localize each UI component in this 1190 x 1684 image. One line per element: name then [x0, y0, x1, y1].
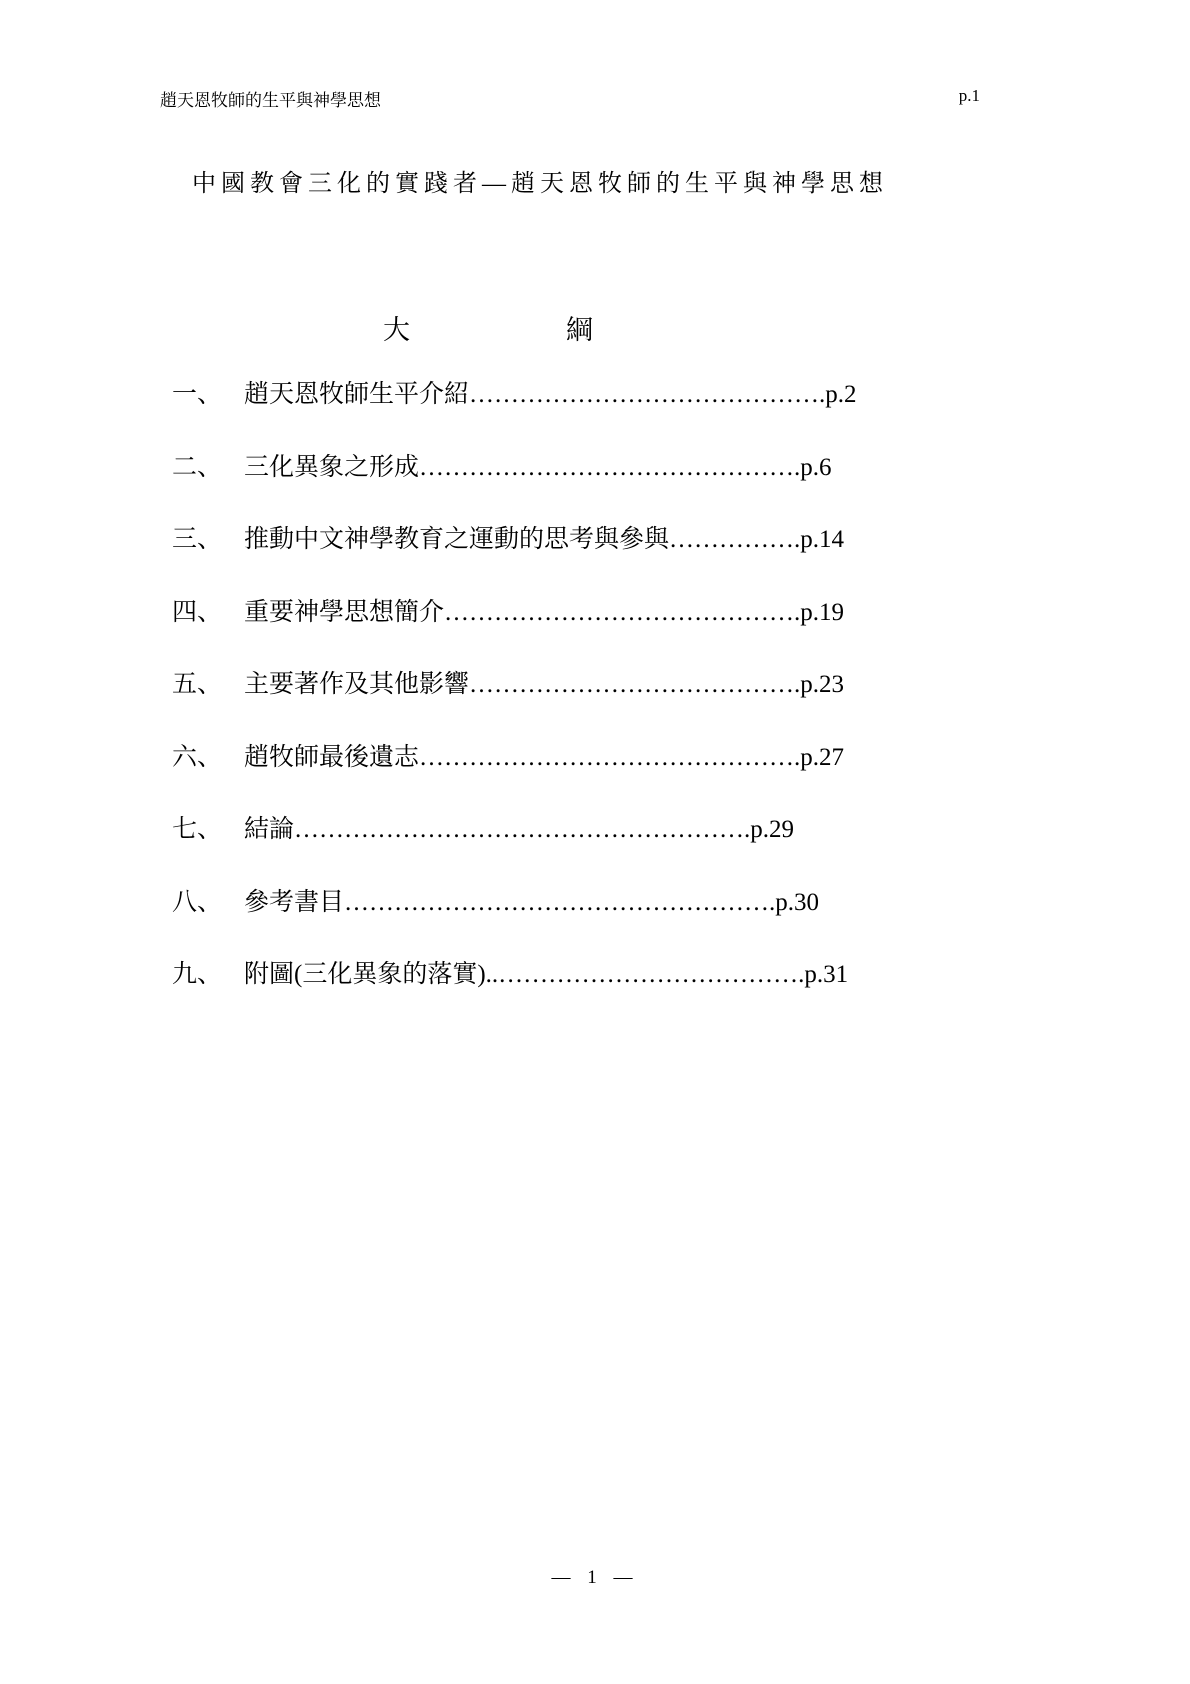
running-header-title: 趙天恩牧師的生平與神學思想	[160, 91, 381, 110]
toc-entry-leader-dots: …………………………………	[469, 671, 795, 698]
toc-entry-page: .p.23	[794, 671, 845, 698]
toc-entry-text	[244, 958, 848, 992]
toc-entry-text	[244, 451, 832, 485]
toc-entry-page: .p.30	[769, 888, 820, 916]
outline-heading-char-1: 大	[383, 315, 410, 345]
toc-entry	[172, 523, 932, 596]
toc-entry-label: 趙天恩牧師生平介紹	[244, 381, 470, 408]
toc-entry-number: 九、	[172, 961, 223, 988]
toc-entry	[172, 596, 932, 669]
outline-heading	[0, 308, 1190, 348]
toc-entry-label: 結論	[244, 816, 295, 843]
toc-entry-text	[244, 813, 794, 847]
toc-entry-leader-dots: ………………………………………	[419, 743, 795, 771]
toc-entry-page: .p.19	[794, 598, 845, 626]
toc-entry-leader-dots: ……………………………………	[444, 598, 795, 626]
toc-entry-leader-dots: ..………………………………	[485, 961, 799, 988]
toc-entry	[172, 741, 932, 814]
toc-entry-number: 七、	[172, 816, 223, 843]
running-header-page-label: p.1	[958, 86, 980, 105]
toc-entry-label: 主要著作及其他影響	[244, 671, 470, 698]
running-header	[160, 86, 980, 112]
toc-entry-text	[244, 378, 857, 412]
page-footer-number: — 1 —	[551, 1567, 639, 1588]
toc-entry	[172, 886, 932, 959]
toc-entry-label: 附圖(三化異象的落實)	[244, 961, 486, 988]
toc-entry-number: 五、	[172, 671, 223, 698]
toc-entry-text	[244, 523, 844, 557]
toc-entry	[172, 378, 932, 451]
toc-entry	[172, 451, 932, 524]
toc-entry-label: 推動中文神學教育之運動的思考與參與	[244, 526, 670, 553]
toc-entry-label: 重要神學思想簡介	[244, 598, 445, 626]
toc-entry-text	[244, 596, 844, 630]
toc-entry-page: .p.6	[794, 453, 832, 481]
toc-entry-text	[244, 668, 844, 702]
table-of-contents	[172, 378, 932, 1031]
toc-entry-text	[244, 886, 819, 920]
toc-entry-leader-dots: ……………	[669, 526, 795, 553]
toc-entry-page: .p.31	[798, 961, 849, 988]
toc-entry-leader-dots: ………………………………………………	[294, 816, 745, 843]
toc-entry-text	[244, 741, 844, 775]
toc-entry-leader-dots: ……………………………………………	[344, 888, 770, 916]
toc-entry-label: 趙牧師最後遺志	[244, 743, 420, 771]
toc-entry-number: 一、	[172, 381, 223, 408]
toc-entry-label: 參考書目	[244, 888, 345, 916]
toc-entry-number: 四、	[172, 598, 223, 626]
toc-entry-page: .p.29	[744, 816, 795, 843]
toc-entry-page: .p.14	[794, 526, 845, 553]
outline-heading-char-2: 綱	[566, 315, 593, 345]
toc-entry-leader-dots: ……………………………………	[469, 381, 820, 408]
toc-entry-number: 八、	[172, 888, 223, 916]
toc-entry-page: .p.27	[794, 743, 845, 771]
toc-entry-number: 六、	[172, 743, 223, 771]
toc-entry	[172, 668, 932, 741]
toc-entry-number: 二、	[172, 453, 223, 481]
toc-entry-number: 三、	[172, 526, 223, 553]
toc-entry	[172, 958, 932, 1031]
toc-entry-leader-dots: ………………………………………	[419, 453, 795, 481]
toc-entry	[172, 813, 932, 886]
toc-entry-label: 三化異象之形成	[244, 453, 420, 481]
document-title: 中國教會三化的實踐者—趙天恩牧師的生平與神學思想	[192, 171, 888, 197]
toc-entry-page: .p.2	[819, 381, 857, 408]
